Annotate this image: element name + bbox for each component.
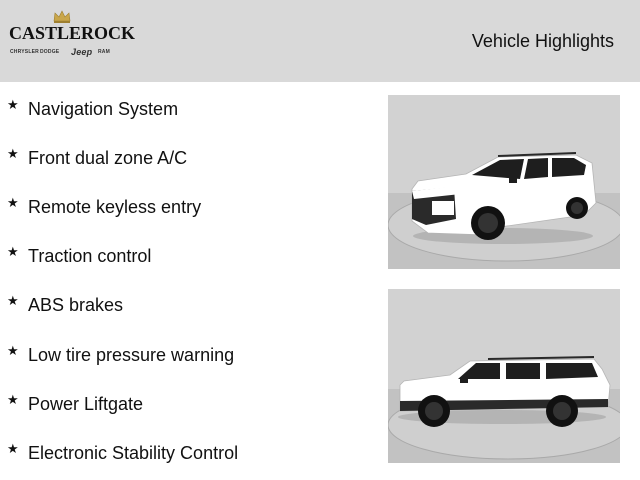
feature-item <box>0 241 380 271</box>
star-icon: ★ <box>7 293 19 308</box>
brand-dodge: DODGE <box>40 49 60 55</box>
feature-item <box>0 340 380 370</box>
feature-label: Front dual zone A/C <box>28 148 188 168</box>
crown-icon <box>53 10 71 23</box>
page-title: Vehicle Highlights <box>471 31 614 51</box>
feature-label: Navigation System <box>28 99 179 119</box>
vehicle-photo-front-three-quarter[interactable] <box>388 95 620 269</box>
feature-item <box>0 94 380 124</box>
star-icon: ★ <box>7 244 19 259</box>
brand-chrysler: CHRYSLER <box>10 49 39 55</box>
feature-label: Traction control <box>28 246 152 266</box>
star-icon: ★ <box>7 195 19 210</box>
star-icon: ★ <box>7 343 19 358</box>
suv-side-view-icon <box>388 289 620 463</box>
feature-item <box>0 438 380 468</box>
vehicle-photo-side-profile[interactable] <box>388 289 620 463</box>
feature-label: Power Liftgate <box>28 394 144 414</box>
dealer-logo-wordmark: CASTLEROCK <box>9 23 136 43</box>
star-icon: ★ <box>7 392 19 407</box>
suv-front-angle-icon <box>388 95 620 269</box>
star-icon: ★ <box>7 97 19 112</box>
star-icon: ★ <box>7 146 19 161</box>
star-icon: ★ <box>7 441 19 456</box>
feature-label: Low tire pressure warning <box>28 345 235 365</box>
feature-label: Electronic Stability Control <box>28 443 239 463</box>
feature-label: ABS brakes <box>28 295 124 315</box>
feature-item <box>0 192 380 222</box>
feature-label: Remote keyless entry <box>28 197 202 217</box>
brand-ram: RAM <box>98 49 110 55</box>
brand-jeep: Jeep <box>71 47 93 57</box>
header-bar <box>0 0 640 82</box>
feature-item <box>0 290 380 320</box>
feature-item <box>0 389 380 419</box>
feature-item <box>0 143 380 173</box>
dealer-logo[interactable] <box>9 10 136 64</box>
brand-logos <box>10 49 116 61</box>
